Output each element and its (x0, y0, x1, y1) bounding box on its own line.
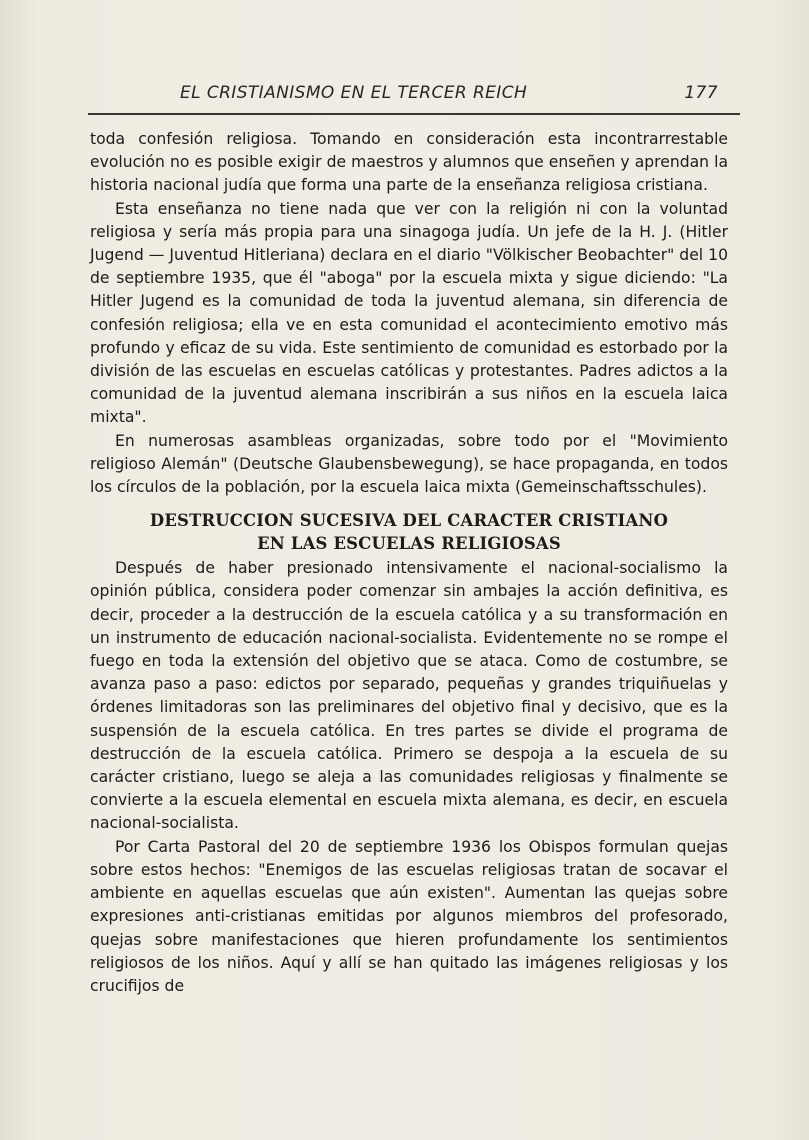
page-body (90, 128, 728, 998)
page-number: 177 (684, 83, 718, 103)
running-head (180, 83, 740, 107)
header-rule (88, 113, 740, 115)
section-heading (90, 509, 728, 555)
paragraph: Después de haber presionado intensivamente el nacional-socialismo la opinión pública, considera poder comenzar sin ambajes la acción definitiva, es decir, proceder a la destrucción de la escuela católica y a su transformación en un instrumento de educación nacional-socialista. Evidentemente no se rompe el fuego en toda la extensión del objetivo que se ataca. Como de costumbre, se avanza paso a paso: edictos por separado, pequeñas y grandes triquiñuelas y órdenes limitadoras son las preliminares del objetivo final y decisivo, que es la suspensión de la escuela católica. En tres partes se divide el programa de destrucción de la escuela católica. Primero se despoja a la escuela de su carácter cristiano, luego se aleja a las comunidades religiosas y finalmente se convierte a la escuela elemental en escuela mixta alemana, es decir, en escuela nacional-socialista. (90, 559, 728, 833)
section-heading-line: DESTRUCCION SUCESIVA DEL CARACTER CRISTIANO (149, 511, 669, 531)
section-heading-line: EN LAS ESCUELAS RELIGIOSAS (257, 534, 561, 554)
running-title: EL CRISTIANISMO EN EL TERCER REICH (180, 83, 528, 103)
paragraph: En numerosas asambleas organizadas, sobre todo por el "Movimiento religioso Alemán" (Deutsche Glaubensbewegung), se hace propaganda, en todos los círculos de la población, por la escuela laica mixta (Gemeinschaftsschules). (90, 431, 728, 497)
paragraph-continued: toda confesión religiosa. Tomando en consideración esta incontrarrestable evolución no es posible exigir de maestros y alumnos que enseñen y aprendan la historia nacional judía que forma una parte de la enseñanza religiosa cristiana. (90, 130, 728, 195)
paragraph: Por Carta Pastoral del 20 de septiembre 1936 los Obispos formulan quejas sobre estos hechos: "Enemigos de las escuelas religiosas tratan de socavar el ambiente en aquellas escuelas que aún existen". Aumentan las quejas sobre expresiones anti-cristianas emitidas por algunos miembros del profesorado, quejas sobre manifestaciones que hieren profundamente los sentimientos religiosos de los niños. Aquí y allí se han quitado las imágenes religiosas y los crucifijos de (90, 837, 728, 995)
paragraph: Esta enseñanza no tiene nada que ver con la religión ni con la voluntad religiosa y sería más propia para una sinagoga judía. Un jefe de la H. J. (Hitler Jugend — Juventud Hitleriana) declara en el diario "Völkischer Beobachter" del 10 de septiembre 1935, que él "aboga" por la escuela mixta y sigue diciendo: "La Hitler Jugend es la comunidad de toda la juventud alemana, sin diferencia de confesión religiosa; ella ve en esta comunidad el acontecimiento emotivo más profundo y eficaz de su vida. Este sentimiento de comunidad es estorbado por la división de las escuelas en escuelas católicas y protestantes. Padres adictos a la comunidad de la juventud alemana inscribirán a sus niños en la escuela laica mixta". (90, 199, 728, 427)
